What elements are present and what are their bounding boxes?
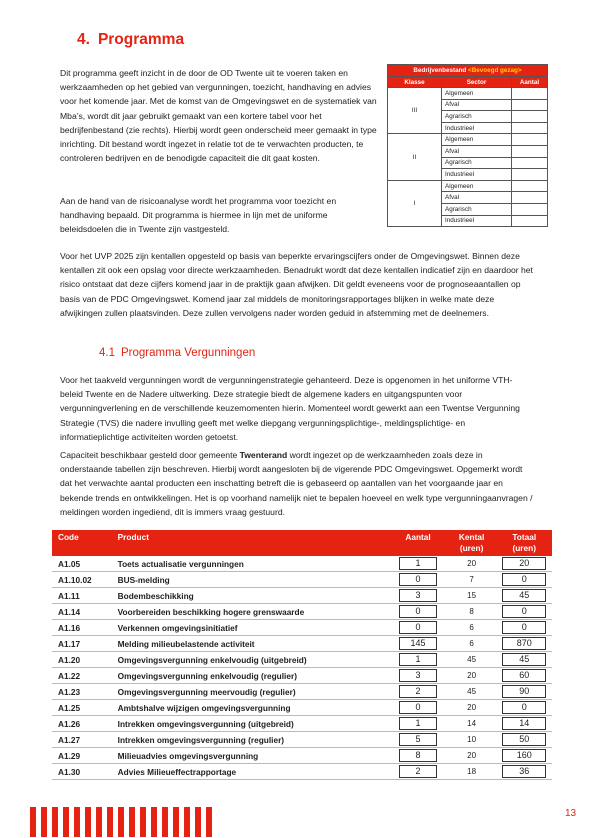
product-product-cell: Bodembeschikking bbox=[112, 588, 390, 604]
product-aantal-value: 3 bbox=[399, 669, 436, 682]
product-kental-cell: 7 bbox=[447, 572, 497, 588]
product-aantal-cell bbox=[389, 684, 446, 700]
product-totaal-value: 0 bbox=[502, 621, 546, 634]
product-aantal-cell bbox=[389, 588, 446, 604]
product-aantal-cell bbox=[389, 556, 446, 572]
product-code-cell: A1.23 bbox=[52, 684, 112, 700]
product-totaal-cell bbox=[496, 620, 552, 636]
product-aantal-value: 2 bbox=[399, 765, 436, 778]
product-aantal-value: 2 bbox=[399, 685, 436, 698]
product-row bbox=[52, 732, 552, 748]
product-totaal-value: 45 bbox=[502, 653, 546, 666]
aantal-cell bbox=[512, 122, 548, 134]
footer-stripes bbox=[30, 807, 212, 837]
capacity-text-after: wordt ingezet op de werkzaamheden zoals deze in onderstaande tabellen zijn beschreven. Hierbij wordt aangesloten bij de vigerende PDC Omgevingswet. Opgemerkt wordt dat het verwachte aantal producten een inschatting betreft die is gebaseerd op aantallen van het voorgaande jaar en bekende trends en ontwikkelingen. Het is op voorhand namelijk niet te bepalen hoeveel en welk type vergunningaanvragen / meldingen worden ingediend, dit is immers vraag gestuurd. bbox=[60, 450, 533, 517]
aantal-cell bbox=[512, 111, 548, 123]
sector-cell: Afval bbox=[442, 145, 512, 157]
product-code-cell: A1.27 bbox=[52, 732, 112, 748]
municipality-name: Twenterand bbox=[239, 450, 288, 460]
header-sector: Sector bbox=[442, 77, 512, 88]
product-totaal-cell bbox=[496, 684, 552, 700]
product-totaal-value: 36 bbox=[502, 765, 546, 778]
product-aantal-value: 0 bbox=[399, 621, 436, 634]
product-aantal-cell bbox=[389, 668, 446, 684]
header-totaal: Totaal (uren) bbox=[496, 530, 552, 556]
product-table bbox=[52, 530, 552, 780]
page-number: 13 bbox=[565, 808, 577, 819]
intro-paragraph: Dit programma geeft inzicht in de door de OD Twente uit te voeren taken en werkzaamheden op het gebied van vergunningen, toezicht, handhaving en advies voor het komende jaar. Met de komst van de Omgevingswet en de systematiek van Mba’s, wordt dit jaar gebruikt gemaakt van een kortere tabel voor het bedrijfenbestand (zie rechts). Hierbij wordt geen onderscheid meer gemaakt in type inrichting. Dit bestand wordt ingezet in relatie tot de te verwachten producten, te controleren bedrijven en de benodigde capaciteit die dit gaat kosten. bbox=[60, 68, 377, 164]
product-kental-cell: 45 bbox=[447, 652, 497, 668]
product-code-cell: A1.20 bbox=[52, 652, 112, 668]
product-product-cell: BUS-melding bbox=[112, 572, 390, 588]
product-aantal-cell bbox=[389, 700, 446, 716]
product-product-cell: Toets actualisatie vergunningen bbox=[112, 556, 390, 572]
product-aantal-value: 3 bbox=[399, 589, 436, 602]
sector-cell: Afval bbox=[442, 192, 512, 204]
product-aantal-value: 1 bbox=[399, 717, 436, 730]
chapter-heading bbox=[77, 31, 184, 49]
product-product-cell: Voorbereiden beschikking hogere grenswaarde bbox=[112, 604, 390, 620]
product-product-cell: Advies Milieueffectrapportage bbox=[112, 764, 390, 780]
bedrijven-row bbox=[388, 180, 548, 192]
bedrijvenbestand-table bbox=[387, 64, 548, 227]
product-product-cell: Omgevingsvergunning enkelvoudig (uitgebreid) bbox=[112, 652, 390, 668]
header-aantal: Aantal bbox=[389, 530, 446, 556]
product-totaal-cell bbox=[496, 716, 552, 732]
product-totaal-cell bbox=[496, 588, 552, 604]
product-product-cell: Omgevingsvergunning enkelvoudig (regulier) bbox=[112, 668, 390, 684]
product-row bbox=[52, 668, 552, 684]
product-row bbox=[52, 604, 552, 620]
product-product-cell: Ambtshalve wijzigen omgevingsvergunning bbox=[112, 700, 390, 716]
bedrijven-row bbox=[388, 88, 548, 100]
product-totaal-cell bbox=[496, 636, 552, 652]
sector-cell: Algemeen bbox=[442, 134, 512, 146]
product-kental-cell: 14 bbox=[447, 716, 497, 732]
capacity-text-before: Capaciteit beschikbaar gesteld door gemeente bbox=[60, 450, 240, 460]
aantal-cell bbox=[512, 157, 548, 169]
product-row bbox=[52, 652, 552, 668]
product-totaal-value: 90 bbox=[502, 685, 546, 698]
product-product-cell: Verkennen omgevingsinitiatief bbox=[112, 620, 390, 636]
product-aantal-value: 0 bbox=[399, 605, 436, 618]
sector-cell: Afval bbox=[442, 99, 512, 111]
product-totaal-cell bbox=[496, 572, 552, 588]
product-aantal-cell bbox=[389, 748, 446, 764]
product-totaal-value: 14 bbox=[502, 717, 546, 730]
capacity-paragraph bbox=[60, 448, 533, 519]
strategy-paragraph: Voor het taakveld vergunningen wordt de vergunningenstrategie gehanteerd. Deze is opgenomen in het uniforme VTH-beleid Twente en de Nadere uitwerking. Deze strategie biedt de algemene kaders en uitgangspunten voor vergunningverlening en de verschillende keuzemomenten hierin. Momenteel wordt gewerkt aan een Twentse Vergunning Strategie (TVS) die nadere invulling geeft met welke diepgang vergunningsplichtige-, meldingsplichtige- en informatieplichtige activiteiten worden getoetst. bbox=[60, 375, 520, 442]
header-code: Code bbox=[52, 530, 112, 556]
product-code-cell: A1.16 bbox=[52, 620, 112, 636]
sector-cell: Industrieel bbox=[442, 122, 512, 134]
aantal-cell bbox=[512, 134, 548, 146]
bedrijvenbestand-caption bbox=[388, 65, 548, 77]
aantal-cell bbox=[512, 180, 548, 192]
product-row bbox=[52, 764, 552, 780]
product-code-cell: A1.05 bbox=[52, 556, 112, 572]
product-totaal-value: 0 bbox=[502, 573, 546, 586]
product-row bbox=[52, 620, 552, 636]
product-aantal-cell bbox=[389, 604, 446, 620]
kentallen-paragraph: Voor het UVP 2025 zijn kentallen opgesteld op basis van beperkte ervaringscijfers onder de Omgevingswet. Binnen deze kentallen zit ook een opslag voor directe werkzaamheden. Benadrukt wordt dat deze kentallen indicatief zijn en daardoor het risico ontstaat dat deze cijfers komend jaar in de praktijk gaan afwijken. Dit geldt eveneens voor de prognoseaantallen op basis van de PDC Omgevingswet. Komend jaar zal middels de monitoringsrapportages blijken in welke mate deze afwijkingen zullen plaatsvinden. Deze zullen vervolgens nader worden geduid in afstemming met de deelnemers. bbox=[60, 251, 533, 318]
product-code-cell: A1.29 bbox=[52, 748, 112, 764]
product-code-cell: A1.14 bbox=[52, 604, 112, 620]
section-heading bbox=[99, 347, 255, 359]
sector-cell: Algemeen bbox=[442, 88, 512, 100]
product-kental-cell: 20 bbox=[447, 668, 497, 684]
aantal-cell bbox=[512, 192, 548, 204]
product-totaal-cell bbox=[496, 700, 552, 716]
header-klasse: Klasse bbox=[388, 77, 442, 88]
caption-accent: <Bevoegd gezag> bbox=[468, 67, 522, 74]
sector-cell: Agrarisch bbox=[442, 203, 512, 215]
product-aantal-value: 8 bbox=[399, 749, 436, 762]
product-aantal-cell bbox=[389, 572, 446, 588]
product-row bbox=[52, 716, 552, 732]
risk-paragraph: Aan de hand van de risicoanalyse wordt het programma voor toezicht en handhaving bepaald. Dit programma is hiermee in lijn met de uniforme beleidsdoelen die in Twente zijn vastgesteld. bbox=[60, 196, 337, 235]
bedrijven-row bbox=[388, 134, 548, 146]
product-kental-cell: 6 bbox=[447, 636, 497, 652]
product-product-cell: Omgevingsvergunning meervoudig (regulier) bbox=[112, 684, 390, 700]
product-aantal-cell bbox=[389, 620, 446, 636]
aantal-cell bbox=[512, 88, 548, 100]
product-code-cell: A1.11 bbox=[52, 588, 112, 604]
product-totaal-cell bbox=[496, 652, 552, 668]
sector-cell: Algemeen bbox=[442, 180, 512, 192]
product-code-cell: A1.26 bbox=[52, 716, 112, 732]
header-kental: Kental (uren) bbox=[447, 530, 497, 556]
product-row bbox=[52, 748, 552, 764]
product-code-cell: A1.22 bbox=[52, 668, 112, 684]
chapter-title: Programma bbox=[97, 31, 185, 48]
product-totaal-value: 50 bbox=[502, 733, 546, 746]
product-row bbox=[52, 700, 552, 716]
sector-cell: Industrieel bbox=[442, 215, 512, 227]
product-totaal-cell bbox=[496, 764, 552, 780]
product-code-cell: A1.25 bbox=[52, 700, 112, 716]
product-kental-cell: 20 bbox=[447, 700, 497, 716]
product-totaal-value: 0 bbox=[502, 701, 546, 714]
product-kental-cell: 18 bbox=[447, 764, 497, 780]
product-kental-cell: 20 bbox=[447, 748, 497, 764]
product-kental-cell: 8 bbox=[447, 604, 497, 620]
product-totaal-cell bbox=[496, 556, 552, 572]
product-aantal-cell bbox=[389, 716, 446, 732]
klasse-cell: I bbox=[388, 180, 442, 226]
header-aantal: Aantal bbox=[512, 77, 548, 88]
product-aantal-cell bbox=[389, 732, 446, 748]
product-kental-cell: 15 bbox=[447, 588, 497, 604]
product-aantal-value: 1 bbox=[399, 653, 436, 666]
aantal-cell bbox=[512, 215, 548, 227]
product-row bbox=[52, 636, 552, 652]
product-row bbox=[52, 588, 552, 604]
product-totaal-cell bbox=[496, 604, 552, 620]
product-totaal-value: 20 bbox=[502, 557, 546, 570]
product-row bbox=[52, 572, 552, 588]
aantal-cell bbox=[512, 99, 548, 111]
header-product: Product bbox=[112, 530, 390, 556]
product-product-cell: Intrekken omgevingsvergunning (uitgebreid) bbox=[112, 716, 390, 732]
product-totaal-value: 45 bbox=[502, 589, 546, 602]
aantal-cell bbox=[512, 145, 548, 157]
product-totaal-value: 160 bbox=[502, 749, 546, 762]
aantal-cell bbox=[512, 203, 548, 215]
product-row bbox=[52, 684, 552, 700]
aantal-cell bbox=[512, 169, 548, 181]
klasse-cell: III bbox=[388, 88, 442, 134]
product-aantal-value: 0 bbox=[399, 701, 436, 714]
section-number: 4.1 bbox=[99, 347, 115, 359]
product-totaal-value: 60 bbox=[502, 669, 546, 682]
product-totaal-cell bbox=[496, 668, 552, 684]
caption-main: Bedrijvenbestand bbox=[413, 67, 467, 74]
product-aantal-cell bbox=[389, 764, 446, 780]
klasse-cell: II bbox=[388, 134, 442, 180]
product-aantal-value: 1 bbox=[399, 557, 436, 570]
product-product-cell: Melding milieubelastende activiteit bbox=[112, 636, 390, 652]
product-kental-cell: 10 bbox=[447, 732, 497, 748]
product-product-cell: Milieuadvies omgevingsvergunning bbox=[112, 748, 390, 764]
chapter-number: 4. bbox=[77, 31, 90, 48]
product-kental-cell: 45 bbox=[447, 684, 497, 700]
sector-cell: Agrarisch bbox=[442, 157, 512, 169]
product-row bbox=[52, 556, 552, 572]
product-totaal-cell bbox=[496, 732, 552, 748]
product-code-cell: A1.30 bbox=[52, 764, 112, 780]
product-totaal-value: 870 bbox=[502, 637, 546, 650]
section-title: Programma Vergunningen bbox=[121, 347, 256, 359]
product-code-cell: A1.17 bbox=[52, 636, 112, 652]
product-aantal-value: 5 bbox=[399, 733, 436, 746]
product-aantal-value: 0 bbox=[399, 573, 436, 586]
product-code-cell: A1.10.02 bbox=[52, 572, 112, 588]
product-aantal-cell bbox=[389, 636, 446, 652]
sector-cell: Industrieel bbox=[442, 169, 512, 181]
product-aantal-cell bbox=[389, 652, 446, 668]
product-totaal-cell bbox=[496, 748, 552, 764]
product-kental-cell: 20 bbox=[447, 556, 497, 572]
product-aantal-value: 145 bbox=[399, 637, 436, 650]
sector-cell: Agrarisch bbox=[442, 111, 512, 123]
product-product-cell: Intrekken omgevingsvergunning (regulier) bbox=[112, 732, 390, 748]
product-kental-cell: 6 bbox=[447, 620, 497, 636]
product-totaal-value: 0 bbox=[502, 605, 546, 618]
